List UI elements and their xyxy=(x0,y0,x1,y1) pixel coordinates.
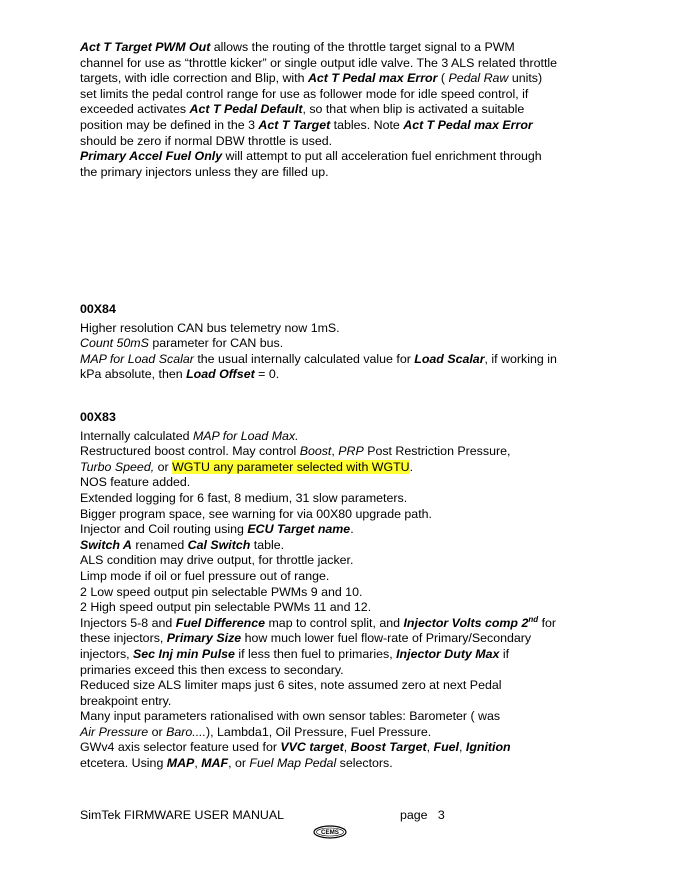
term: Pedal Raw xyxy=(448,71,509,86)
term: Turbo Speed, xyxy=(80,459,155,474)
section-heading: 00X84 xyxy=(80,302,116,316)
text-line: breakpoint entry. xyxy=(80,693,172,708)
text-line: 2 Low speed output pin selectable PWMs 9 and 10. xyxy=(80,584,363,599)
text-line: Air Pressure or Baro....), Lambda1, Oil Pressure, Fuel Pressure. xyxy=(80,724,432,739)
text-line: exceeded activates Act T Pedal Default, so that when blip is activated a suitable xyxy=(80,102,525,117)
text-line: set limits the pedal control range for use as follower mode for idle speed control, if xyxy=(80,86,529,101)
text-line: Switch A renamed Cal Switch table. xyxy=(80,537,285,552)
highlighted-text: WGTU any parameter selected with WGTU xyxy=(172,459,410,474)
term: Boost xyxy=(299,444,332,459)
page-label: page xyxy=(400,808,428,822)
text-line: Internally calculated MAP for Load Max. xyxy=(80,428,299,443)
text-line: channel for use as “throttle kicker” or single output idle valve. The 3 ALS related throttle xyxy=(80,55,558,70)
text-line: targets, with idle correction and Blip, with Act T Pedal max Error ( Pedal Raw units) xyxy=(80,71,543,86)
text-line: the primary injectors unless they are filled up. xyxy=(80,164,329,179)
text-line: Primary Accel Fuel Only will attempt to put all acceleration fuel enrichment through xyxy=(80,149,542,164)
term: Count 50mS xyxy=(80,336,149,351)
term: VVC target xyxy=(280,740,344,755)
text-line: these injectors, Primary Size how much lower fuel flow-rate of Primary/Secondary xyxy=(80,631,532,646)
term: Fuel Difference xyxy=(175,615,266,630)
term: Act T Pedal max Error xyxy=(403,117,533,132)
text-line: Extended logging for 6 fast, 8 medium, 31 slow parameters. xyxy=(80,490,408,505)
text-line: ALS condition may drive output, for throttle jacker. xyxy=(80,553,354,568)
text-line: Reduced size ALS limiter maps just 6 sites, note assumed zero at next Pedal xyxy=(80,678,502,693)
text-line: Injector and Coil routing using ECU Target name. xyxy=(80,522,354,537)
term: Boost Target xyxy=(350,740,427,755)
section-00x84 xyxy=(80,302,600,383)
text-line: NOS feature added. xyxy=(80,475,191,490)
cems-logo xyxy=(313,825,347,839)
term: Cal Switch xyxy=(187,537,251,552)
superscript: nd xyxy=(528,614,539,624)
text-line: Injectors 5-8 and Fuel Difference map to control split, and Injector Volts comp 2nd for xyxy=(80,614,557,630)
term: Act T Target PWM Out xyxy=(80,40,211,54)
term: Sec Inj min Pulse xyxy=(133,646,235,661)
text-line: primaries exceed this then excess to secondary. xyxy=(80,662,344,677)
term: MAP for Load Scalar xyxy=(80,351,194,366)
text-line: Act T Target PWM Out allows the routing of the throttle target signal to a PWM xyxy=(80,40,515,54)
text-line: Turbo Speed, or WGTU any parameter selected with WGTU. xyxy=(80,459,414,474)
term: Act T Target xyxy=(258,117,331,132)
term: Load Scalar xyxy=(414,351,485,366)
term: Switch A xyxy=(80,537,132,552)
text-line: Restructured boost control. May control Boost, PRP Post Restriction Pressure, xyxy=(80,444,511,459)
text-line: position may be defined in the 3 Act T Target tables. Note Act T Pedal max Error xyxy=(80,117,533,132)
term: MAF xyxy=(201,756,229,771)
term: Primary Accel Fuel Only xyxy=(80,149,223,164)
term: PRP xyxy=(338,444,364,459)
footer-title: SimTek FIRMWARE USER MANUAL xyxy=(80,808,285,822)
term: Primary Size xyxy=(166,631,242,646)
term: MAP for Load Max. xyxy=(192,428,299,443)
text-line: Limp mode if oil or fuel pressure out of range. xyxy=(80,568,330,583)
section-00x83 xyxy=(80,410,600,772)
text-line: Count 50mS parameter for CAN bus. xyxy=(80,336,284,351)
section-intro xyxy=(80,40,600,180)
term: Act T Pedal max Error xyxy=(307,71,438,86)
logo-text: CEMS xyxy=(321,829,339,837)
text-line: should be zero if normal DBW throttle is used. xyxy=(80,133,333,148)
text-line: injectors, Sec Inj min Pulse if less then fuel to primaries, Injector Duty Max if xyxy=(80,646,510,661)
text-line: GWv4 axis selector feature used for VVC target, Boost Target, Fuel, Ignition xyxy=(80,740,511,755)
term: Load Offset xyxy=(186,367,255,382)
term: Act T Pedal Default xyxy=(189,102,303,117)
text-line: MAP for Load Scalar the usual internally calculated value for Load Scalar, if working in xyxy=(80,351,557,366)
term: Injector Volts comp 2 xyxy=(403,615,529,630)
text-line: etcetera. Using MAP, MAF, or Fuel Map Pedal selectors. xyxy=(80,756,393,771)
term: Air Pressure xyxy=(80,724,149,739)
text-line: 2 High speed output pin selectable PWMs 11 and 12. xyxy=(80,600,372,615)
term: Fuel xyxy=(433,740,459,755)
text-line: kPa absolute, then Load Offset = 0. xyxy=(80,367,280,382)
term: Injector Duty Max xyxy=(396,646,500,661)
footer-page xyxy=(400,808,445,823)
page-number: 3 xyxy=(437,808,445,822)
section-heading: 00X83 xyxy=(80,410,116,424)
term: Baro.... xyxy=(166,724,207,739)
term: Fuel Map Pedal xyxy=(249,756,337,771)
term: ECU Target name xyxy=(247,522,351,537)
text-line: Many input parameters rationalised with own sensor tables: Barometer ( was xyxy=(80,709,501,724)
term: Ignition xyxy=(465,740,511,755)
term: MAP xyxy=(166,756,195,771)
text-line: Bigger program space, see warning for via 00X80 upgrade path. xyxy=(80,506,432,521)
text-line: Higher resolution CAN bus telemetry now 1mS. xyxy=(80,320,340,335)
